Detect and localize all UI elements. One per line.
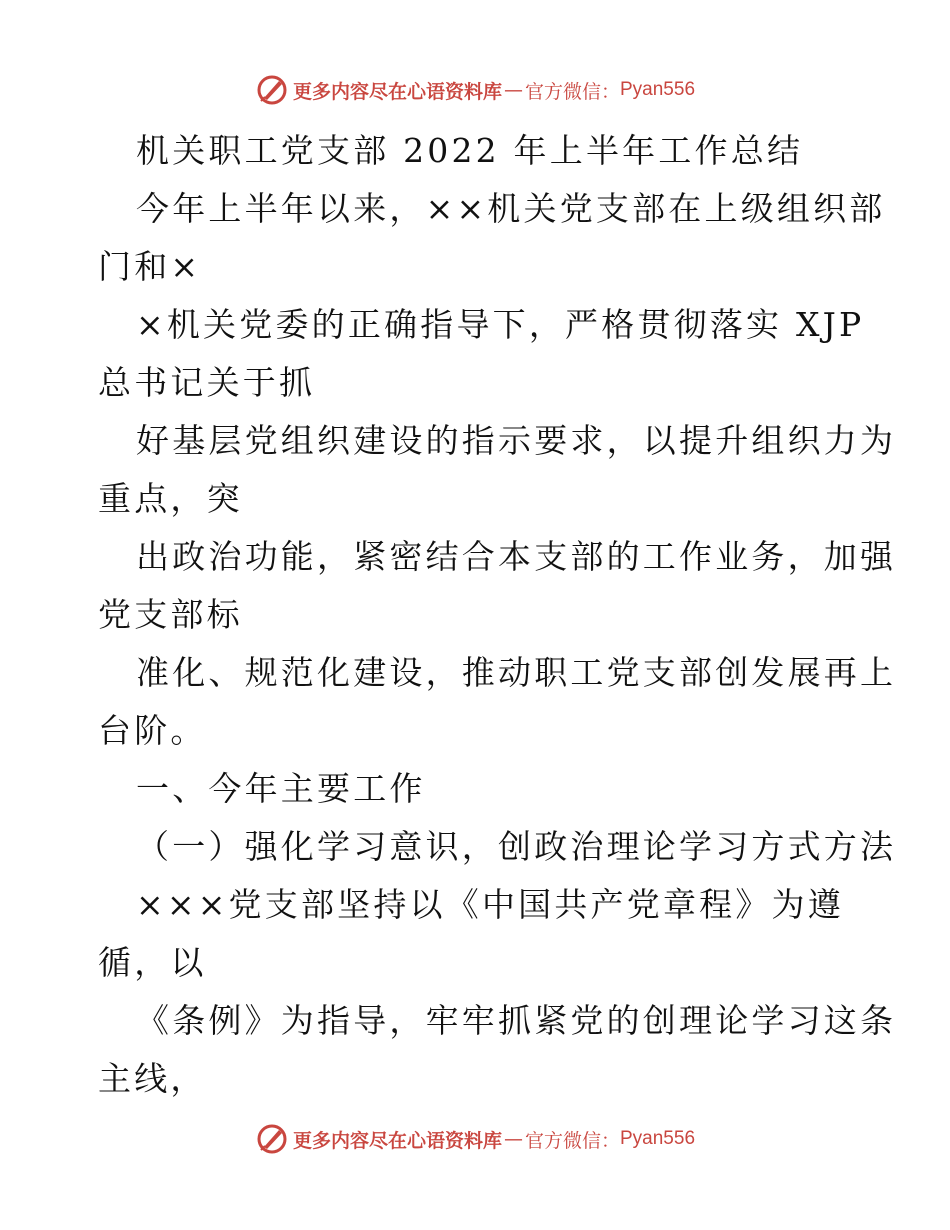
header-watermark <box>0 72 950 108</box>
text-line: ×机关党委的正确指导下，严格贯彻落实 XJP <box>136 305 865 344</box>
text-line: 门和× <box>98 247 202 286</box>
text-line: 台阶。 <box>98 711 207 750</box>
text-line: 循，以 <box>98 943 207 982</box>
text-line: 今年上半年以来，××机关党支部在上级组织部 <box>136 189 886 228</box>
text-line: 《条例》为指导，牢牢抓紧党的创理论学习这条 <box>136 1001 897 1040</box>
watermark-main-text: 更多内容尽在心语资料库 <box>292 1129 502 1152</box>
text-line: 一、今年主要工作 <box>136 769 426 808</box>
watermark-sub-text: 官方微信： <box>524 80 620 103</box>
watermark-wechat-id: Pyan556 <box>620 79 696 100</box>
text-line: （一）强化学习意识，创政治理论学习方式方法 <box>136 827 897 866</box>
quill-logo-icon <box>255 1122 289 1156</box>
text-line: 出政治功能，紧密结合本支部的工作业务，加强 <box>136 537 897 576</box>
watermark-main-text: 更多内容尽在心语资料库 <box>292 80 502 103</box>
document-body <box>98 122 897 1108</box>
footer-watermark <box>0 1121 950 1157</box>
text-line: 机关职工党支部 2022 年上半年工作总结 <box>136 131 804 170</box>
text-line: 总书记关于抓 <box>98 363 316 402</box>
text-line: 准化、规范化建设，推动职工党支部创发展再上 <box>136 653 897 692</box>
watermark-dash: — <box>503 79 523 101</box>
text-line: 主线， <box>98 1059 207 1098</box>
text-line: 重点，突 <box>98 479 243 518</box>
text-line: ×××党支部坚持以《中国共产党章程》为遵 <box>136 885 844 924</box>
watermark-sub-text: 官方微信： <box>524 1129 620 1152</box>
watermark-wechat-id: Pyan556 <box>620 1128 696 1149</box>
text-line: 党支部标 <box>98 595 243 634</box>
quill-logo-icon <box>255 73 289 107</box>
watermark-dash: — <box>503 1128 523 1150</box>
text-line: 好基层党组织建设的指示要求，以提升组织力为 <box>136 421 897 460</box>
